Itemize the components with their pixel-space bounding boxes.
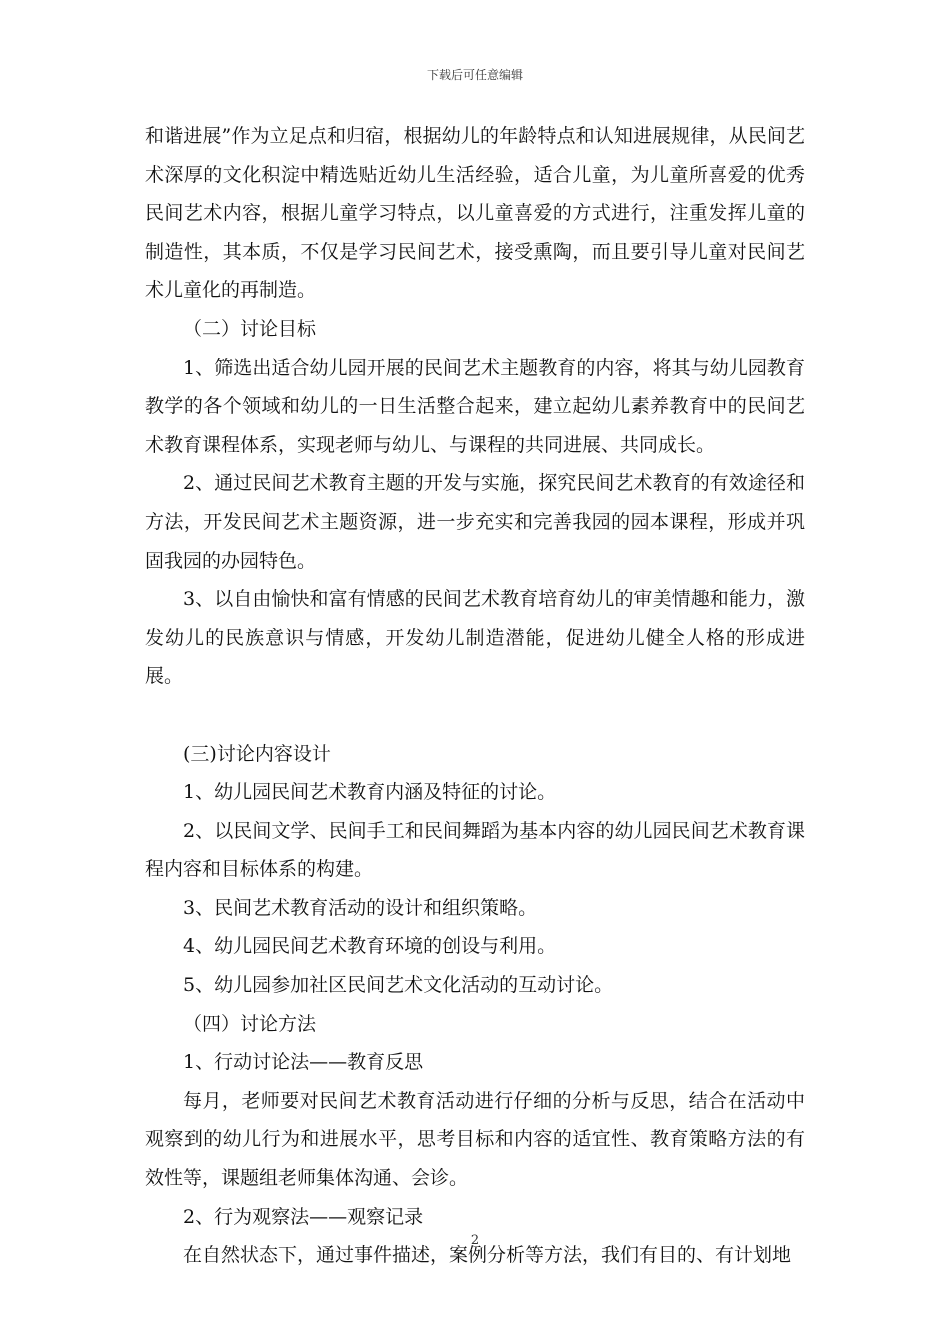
section-heading: （二）讨论目标	[183, 317, 317, 340]
blank-line	[145, 696, 805, 735]
subheading: 1、行动讨论法——教育反思	[183, 1051, 424, 1074]
page-header: 下载后可任意编辑	[426, 68, 523, 82]
list-item: 3、民间艺术教育活动的设计和组织策略。	[183, 896, 538, 919]
page-number: 2	[470, 1233, 480, 1248]
paragraph: 2、通过民间艺术教育主题的开发与实施，探究民间艺术教育的有效途径和方法，开发民间艺术主题资源，进一步充实和完善我园的园本课程，形成并巩固我园的办园特色。	[145, 472, 805, 572]
list-item: 2、以民间文学、民间手工和民间舞蹈为基本内容的幼儿园民间艺术教育课程内容和目标体系的构建。	[145, 819, 805, 881]
section-heading: (三)讨论内容设计	[183, 742, 331, 765]
list-item: 4、幼儿园民间艺术教育环境的创设与利用。	[183, 935, 557, 958]
list-item: 5、幼儿园参加社区民间艺术文化活动的互动讨论。	[183, 974, 614, 997]
section-heading: （四）讨论方法	[183, 1012, 317, 1035]
paragraph: 在自然状态下，通过事件描述，案例分析等方法，我们有目的、有计划地	[183, 1244, 792, 1267]
paragraph: 每月，老师要对民间艺术教育活动进行仔细的分析与反思，结合在活动中观察到的幼儿行为和进展水平，思考目标和内容的适宜性、教育策略方法的有效性等，课题组老师集体沟通、会诊。	[145, 1089, 805, 1190]
document-body	[145, 117, 805, 1275]
list-item: 1、幼儿园民间艺术教育内涵及特征的讨论。	[183, 781, 557, 804]
subheading: 2、行为观察法——观察记录	[183, 1205, 424, 1228]
paragraph: 3、以自由愉快和富有情感的民间艺术教育培育幼儿的审美情趣和能力，激发幼儿的民族意识与情感，开发幼儿制造潜能，促进幼儿健全人格的形成进展。	[145, 588, 805, 688]
paragraph: 和谐进展”作为立足点和归宿，根据幼儿的年龄特点和认知进展规律，从民间艺术深厚的文化积淀中精选贴近幼儿生活经验，适合儿童，为儿童所喜爱的优秀民间艺术内容，根据儿童学习特点，以儿童喜爱的方式进行，注重发挥儿童的制造性，其本质，不仅是学习民间艺术，接受熏陶，而且要引导儿童对民间艺术儿童化的再制造。	[145, 125, 805, 302]
paragraph: 1、筛选出适合幼儿园开展的民间艺术主题教育的内容，将其与幼儿园教育教学的各个领域和幼儿的一日生活整合起来，建立起幼儿素养教育中的民间艺术教育课程体系，实现老师与幼儿、与课程的共同进展、共同成长。	[145, 356, 805, 456]
